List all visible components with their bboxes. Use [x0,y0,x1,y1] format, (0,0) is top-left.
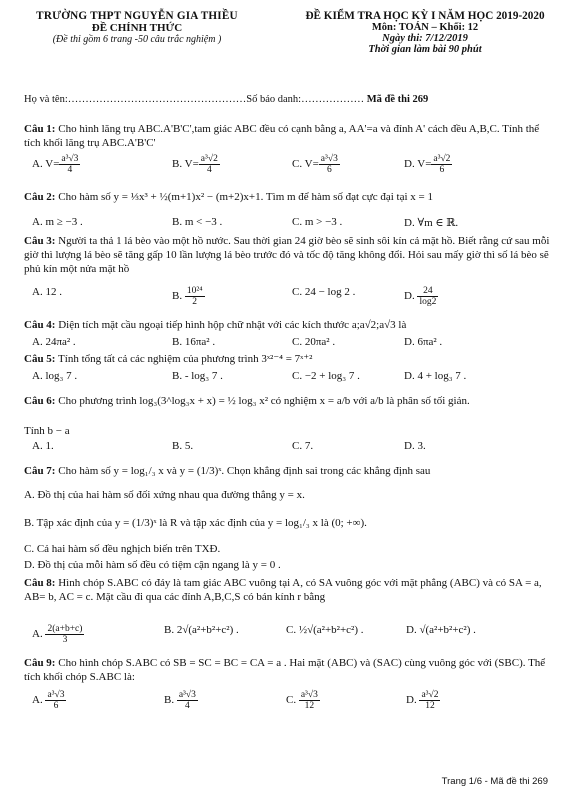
option-b: B. $\frac{\text{a³√3}}{4}$ [164,690,196,711]
option-d: D. 6πa² . [404,336,443,348]
option-c: C. m > −3 . [292,216,343,228]
exam-date: Ngày thi: 7/12/2019 [382,33,468,44]
option-d: D. Đồ thị của mỗi hàm số đều có tiệm cận ngang là y = 0 . [24,559,281,571]
question-6 [24,394,556,408]
official-label: ĐỀ CHÍNH THỨC [91,22,183,34]
option-a: A. $\frac{\text{a³√3}}{6}$ [32,690,65,711]
subject-line: Môn: TOÁN – Khối: 12 [371,22,479,33]
question-text: Hình chóp S.ABC có đáy là tam giác ABC vuông tại A, có SA vuông góc với mặt phẳng (ABC) và có SA = a, AB= b, AC = c. Mặt cầu đi qua các đỉnh A,B,C,S có bán kính r bằng [24,577,542,603]
option-b: B. m < −3 . [172,216,223,228]
question-4 [24,318,556,332]
option-a: A. 1. [32,440,54,452]
question-5-options [24,370,556,394]
question-number: Câu 5: [24,353,56,365]
question-3-options [24,286,556,310]
question-text: Cho hàm số y = log₁/₃ x và y = (1/3)ˣ. Chọn khẳng định sai trong các khẳng định sau [58,465,431,477]
option-a: A. V= $\frac{\text{a³√3}}{4}$ [32,154,79,175]
name-and-id-label: Họ và tên:……………………………………………Số báo danh:……………… [24,94,367,105]
student-info-line [24,94,550,105]
option-b: B. - log₃ 7 . [172,370,223,382]
question-9-options [24,690,556,714]
option-d: D. 4 + log₃ 7 . [404,370,467,382]
question-6-subtext: Tính b − a [24,425,70,437]
header-right [300,10,550,55]
option-c: C. 20πa² . [292,336,336,348]
option-b: B. $\frac{\text{10²⁴}}{2}$ [172,286,203,307]
question-1 [24,122,556,150]
option-d: D. ∀m ∈ ℝ. [404,217,459,229]
option-c: C. 7. [292,440,314,452]
question-8-options [24,624,556,648]
question-number: Câu 4: [24,319,56,331]
option-d: D. $\frac{24}{\log 2}$ [404,286,437,307]
header-left [22,10,252,45]
question-text: Người ta thả 1 lá bèo vào một hồ nước. Sau thời gian 24 giờ bèo sẽ sinh sôi kín cả mặt hồ. Biết rằng cứ sau mỗi giờ thì lượng lá bèo sẽ tăng gấp 10 lần lượng lá bèo trước đó và tốc độ tăng không đổi. Hỏi sau mấy giờ thì số lá bèo sẽ phủ kín một nửa mặt hồ [24,235,550,275]
option-a: A. Đồ thị của hai hàm số đối xứng nhau qua đường thẳng y = x. [24,489,305,501]
option-a: A. log₃ 7 . [32,370,78,382]
option-b: B. 16πa² . [172,336,216,348]
question-text: Cho hàm số y = ⅓x³ + ½(m+1)x² − (m+2)x+1. Tìm m để hàm số đạt cực đại tại x = 1 [58,191,433,203]
school-name: TRƯỜNG THPT NGUYỄN GIA THIỀU [36,10,238,22]
option-b: B. 2√(a²+b²+c²) . [164,624,239,636]
question-number: Câu 3: [24,235,56,247]
question-text: Cho hình lăng trụ ABC.A'B'C',tam giác ABC đều có cạnh bằng a, AA'=a và đỉnh A' cách đều A,B,C. Tính thể tích khối lăng trụ ABC.A'B'C' [24,123,540,149]
option-a: A. $\frac{2(a+b+c)}{3}$ [32,624,83,645]
option-d: D. 3. [404,440,426,452]
option-a: A. 12 . [32,286,62,298]
question-text: Diện tích mặt cầu ngoại tiếp hình hộp chữ nhật với các kích thước a;a√2;a√3 là [58,319,407,331]
question-9 [24,656,556,684]
option-a: A. 24πa² . [32,336,76,348]
question-number: Câu 1: [24,123,56,135]
option-b: B. V= $\frac{\text{a³√2}}{4}$ [172,154,218,175]
question-number: Câu 9: [24,657,56,669]
option-c: C. Cả hai hàm số đều nghịch biến trên TXĐ. [24,543,221,555]
question-8 [24,576,556,604]
question-number: Câu 2: [24,191,56,203]
option-c: C. $\frac{\text{a³√3}}{12}$ [286,690,318,711]
question-7 [24,464,556,478]
question-text: Cho hình chóp S.ABC có SB = SC = BC = CA = a . Hai mặt (ABC) và (SAC) cùng vuông góc với (SBC). Thể tích khối chóp S.ABC là: [24,657,546,683]
option-d: D. V= $\frac{\text{a³√2}}{6}$ [404,154,451,175]
question-5 [24,352,556,366]
question-3 [24,234,556,276]
question-text: Cho phương trình log₃(3^log₃x + x) = ½ log₃ x² có nghiệm x = a/b với a/b là phân số tối giản. [58,395,470,407]
option-b: B. Tập xác định của y = (1/3)ˣ là R và tập xác định của y = log₁/₃ x là (0; +∞). [24,517,367,529]
option-a: A. m ≥ −3 . [32,216,83,228]
option-c: C. 24 − log 2 . [292,286,356,298]
option-c: C. V= $\frac{\text{a³√3}}{6}$ [292,154,338,175]
page-footer: Trang 1/6 - Mã đề thi 269 [441,776,548,787]
option-b: B. 5. [172,440,194,452]
option-d: D. $\frac{\text{a³√2}}{12}$ [406,690,439,711]
option-c: C. ½√(a²+b²+c²) . [286,624,364,636]
option-d: D. √(a²+b²+c²) . [406,624,476,636]
question-1-options [24,154,556,178]
question-number: Câu 8: [24,577,56,589]
question-text: Tính tổng tất cả các nghiệm của phương trình 3ˣ²⁻⁴ = 7ˣ⁺² [58,353,313,365]
question-2 [24,190,556,204]
exam-duration: Thời gian làm bài 90 phút [368,44,482,55]
exam-code: Mã đề thi 269 [366,94,429,105]
option-c: C. −2 + log₃ 7 . [292,370,360,382]
question-6-options [24,440,556,464]
exam-title: ĐỀ KIỂM TRA HỌC KỲ I NĂM HỌC 2019-2020 [305,10,545,22]
page-count-note: (Đề thi gồm 6 trang -50 câu trắc nghiệm ) [52,34,222,45]
question-number: Câu 6: [24,395,56,407]
question-number: Câu 7: [24,465,56,477]
